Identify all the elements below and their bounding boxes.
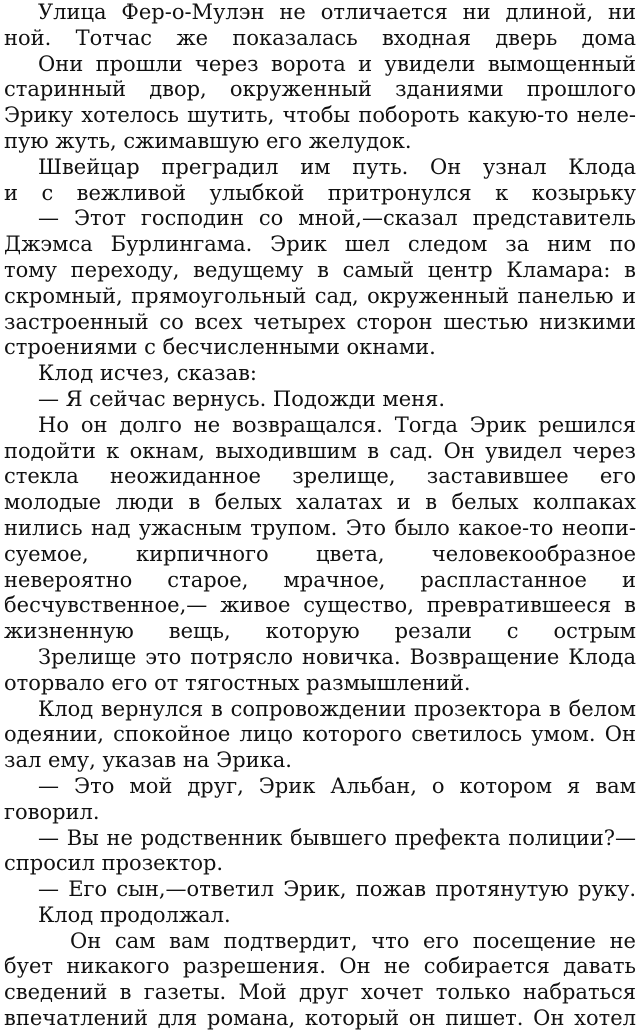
text-line: застроенный со всех четырех сторон шестью низкими: [4, 309, 636, 334]
text-line: Клод продолжал.: [38, 902, 231, 927]
text-line: — Его сын,—ответил Эрик, пожав протянутую руку.: [38, 877, 636, 902]
text-line: старинный двор, окруженный зданиями прошлого: [4, 77, 636, 102]
text-line: — Это мой друг, Эрик Альбан, о котором я вам: [38, 773, 636, 798]
text-line: оторвало его от тягостных размышлений.: [4, 670, 471, 695]
text-line: сведений в газеты. Мой друг хочет только набраться: [4, 980, 636, 1005]
text-line: Зрелище это потрясло новичка. Возвращение Клода: [38, 644, 636, 669]
text-line: строениями с бесчисленными окнами.: [4, 335, 436, 360]
text-line: суемое, кирпичного цвета, человекообразное: [4, 541, 636, 566]
text-line: Они прошли через ворота и увидели вымощенный: [38, 51, 636, 76]
text-line: жизненную вещь, которую резали с острым: [4, 619, 636, 644]
text-line: Он сам вам подтвердит, что его посещение не: [70, 928, 636, 953]
text-line: Швейцар преградил им путь. Он узнал Клода: [38, 154, 636, 179]
page-text: [4, 0, 636, 1032]
text-line: молодые люди в белых халатах и в белых колпаках: [4, 490, 636, 515]
text-line: Но он долго не возвращался. Тогда Эрик решился: [38, 412, 636, 437]
text-line: и с вежливой улыбкой притронулся к козырьку: [4, 180, 636, 205]
text-line: говорил.: [4, 799, 100, 824]
text-line: бует никакого разрешения. Он не собирается давать: [4, 954, 636, 979]
text-line: зал ему, указав на Эрика.: [4, 748, 292, 773]
text-line: впечатлений для романа, который он пишет. Он хотел: [4, 1006, 636, 1031]
text-line: ной. Тотчас же показалась входная дверь дома: [4, 25, 636, 50]
text-line: спросил прозектор.: [4, 851, 224, 876]
text-line: Джэмса Бурлингама. Эрик шел следом за ним по: [4, 232, 636, 257]
text-line: скромный, прямоугольный сад, окруженный панелью и: [4, 283, 636, 308]
text-line: — Вы не родственник бывшего префекта полиции?—: [38, 825, 636, 850]
text-line: Эрику хотелось шутить, чтобы побороть какую-то неле-: [4, 103, 636, 128]
text-line: пую жуть, сжимавшую его желудок.: [4, 128, 412, 153]
text-line: — Я сейчас вернусь. Подожди меня.: [38, 386, 446, 411]
text-line: Клод исчез, сказав:: [38, 361, 257, 386]
text-line: невероятно старое, мрачное, распластанное и: [4, 567, 636, 592]
text-line: нились над ужасным трупом. Это было какое-то неопи-: [4, 515, 636, 540]
text-line: стекла неожиданное зрелище, заставившее его: [4, 464, 636, 489]
text-line: тому переходу, ведущему в самый центр Кламара: в: [4, 257, 636, 282]
text-line: Клод вернулся в сопровождении прозектора в белом: [38, 696, 636, 721]
text-line: подойти к окнам, выходившим в сад. Он увидел через: [4, 438, 636, 463]
text-line: одеянии, спокойное лицо которого светилось умом. Он: [4, 722, 636, 747]
text-line: — Этот господин со мной,—сказал представитель: [38, 206, 636, 231]
text-line: бесчувственное,— живое существо, превратившееся в: [4, 593, 636, 618]
text-line: Улица Фер-о-Мулэн не отличается ни длиной, ни: [38, 0, 636, 24]
